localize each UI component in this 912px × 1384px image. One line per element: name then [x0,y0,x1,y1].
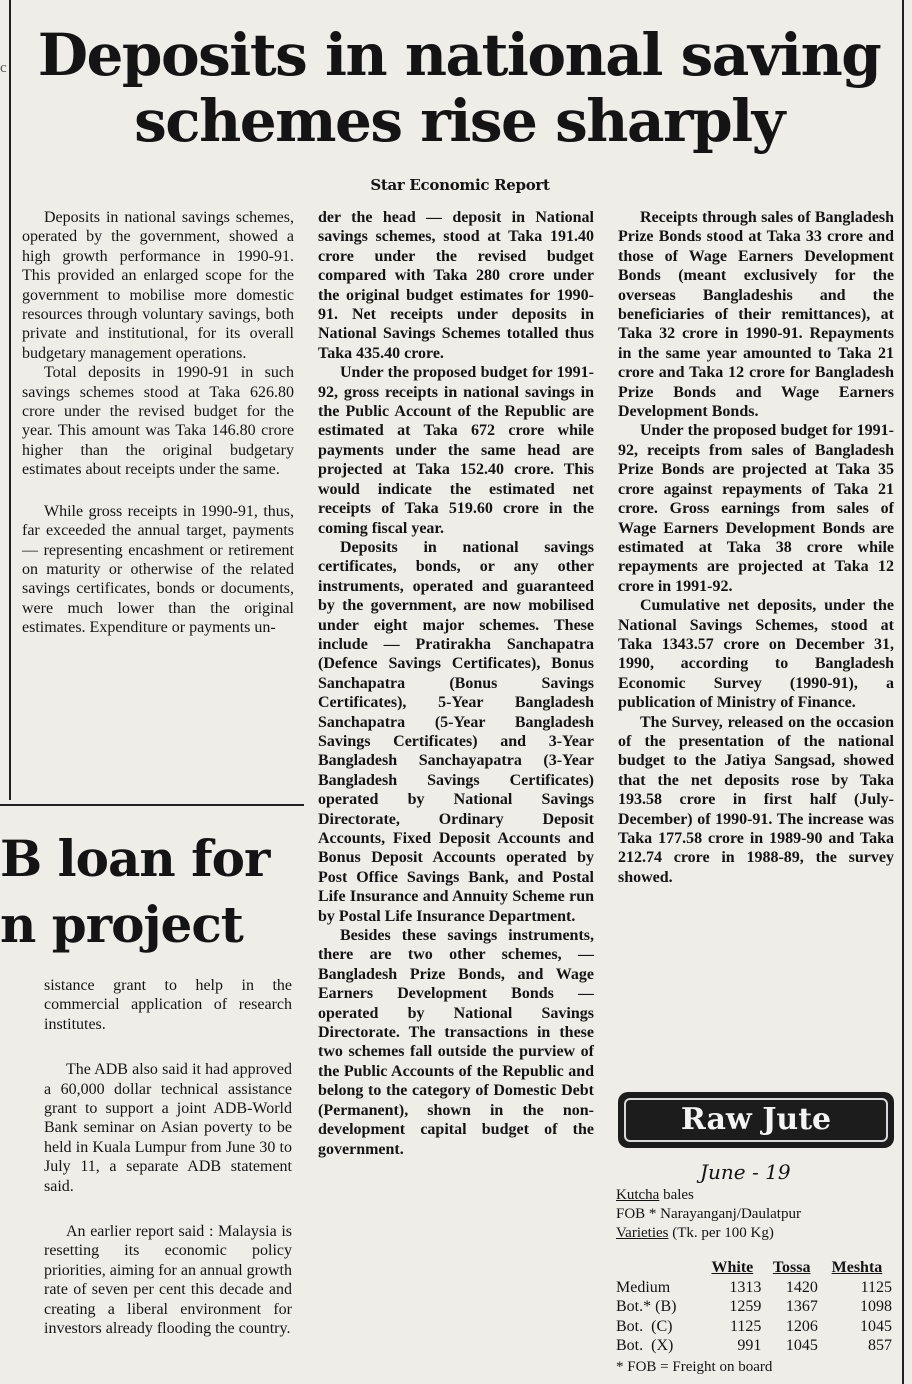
paragraph: Receipts through sales of Bangladesh Prize Bonds stood at Taka 33 crore and those of Wage Earners Development Bonds (meant exclusively for the overseas Bangladeshis and the beneficiaries of their remittances), at Taka 32 crore in 1990-91. Repayments in the same year amounted to Taka 21 crore and Taka 12 crore for Bangladesh Prize Bonds and Wage Earners Development Bonds. [618,209,894,421]
paragraph: Deposits in national savings certificates, bonds, or any other instruments, operated and guaranteed by the government, are now mobilised under eight major schemes. These include — Pratirakha Sanchapatra (Defence Savings Certificates), Bonus Sanchapatra (Bonus Savings Certificates), 5-Year Bangladesh Sanchapatra (5-Year Bangladesh Savings Certificates) and 3-Year Bangladesh Sanchayapatra (3-Year Bangladesh Savings Certificates) operated by National Savings Directorate, Ordinary Deposit Accounts, Fixed Deposit Accounts and Bonus Deposit Accounts operated by Post Office Savings Bank, and Postal Life Insurance and Annuity Scheme run by Postal Life Insurance Department. [318,538,594,925]
section-divider [0,804,304,806]
adb-headline [0,826,300,958]
table-cell: 1125 [860,1278,892,1296]
raw-jute-date: June - 19 [700,1160,791,1184]
table-cell: 991 [737,1337,762,1354]
headline-line-2: schemes rise sharply [134,87,784,155]
article-column-2 [318,208,594,1159]
paragraph: While gross receipts in 1990-91, thus, far exceeded the annual target, payments — representing encashment or retirement on maturity or otherwise of the related savings certificates, bonds or documents, were much lower than the original estimates. Expenditure or payments un- [22,502,294,637]
table-cell: 1045 [860,1317,892,1335]
table-cell: 1367 [785,1298,818,1315]
table-cell: 1313 [729,1278,762,1296]
raw-jute-line-3 [616,1224,774,1243]
table-cell: 1125 [730,1317,762,1335]
article-column-1 [22,208,294,638]
table-cell: 1206 [785,1317,818,1335]
column-header: White [711,1259,754,1276]
page-title [14,22,904,154]
paragraph: The Survey, released on the occasion of the presentation of the national budget to the Jatiya Sangsad, showed that the net deposits rose by Taka 193.58 crore in first half (July-December) of 1990-91. The increase was Taka 177.58 crore in 1989-90 and Taka 212.74 crore in 1988-89, the survey showed. [618,713,894,886]
paragraph: Under the proposed budget for 1991-92, gross receipts in national savings in the Public Account of the Republic are estimated at Taka 672 crore while payments under the same head are projected at Taka 152.40 crore. This would indicate the estimated net receipts of Taka 519.60 crore in the coming fiscal year. [318,364,594,537]
table-row [614,1278,894,1298]
paragraph: Under the proposed budget for 1991-92, receipts from sales of Bangladesh Prize Bonds are projected at Taka 35 crore against repayments of Taka 21 crore. Gross earnings from sales of Wage Earners Development Bonds are estimated at Taka 38 crore while repayments are projected at Taka 12 crore in 1991-92. [618,422,894,595]
table-header-row [614,1258,894,1278]
table-row [614,1297,894,1317]
byline: Star Economic Report [370,176,550,194]
raw-jute-line-1 [616,1186,694,1205]
paragraph: Cumulative net deposits, under the National Savings Schemes, stood at Taka 1343.57 crore on December 31, 1990, according to Bangladesh Economic Survey (1990-91), a publication of Ministry of Finance. [618,597,894,712]
table-row [614,1317,894,1337]
unit-label: (Tk. per 100 Kg) [668,1225,774,1241]
left-column-rule [9,0,11,800]
varieties-label: Varieties [616,1225,669,1241]
raw-jute-banner [618,1092,894,1148]
table-cell: 1420 [785,1278,818,1296]
row-label: Bot.* (B) [616,1298,677,1315]
row-label: Bot. (X) [616,1337,674,1354]
raw-jute-line-2: FOB * Narayanganj/Daulatpur [616,1206,801,1222]
article-column-3 [618,208,894,887]
kutcha-label: Kutcha [616,1187,660,1203]
adb-headline-line-2: n project [0,895,243,954]
table-cell: 857 [868,1337,892,1354]
table-cell: 1098 [860,1298,892,1315]
right-edge-rule [902,0,904,1384]
table-cell: 1045 [785,1337,818,1354]
paragraph: der the head — deposit in National savings schemes, stood at Taka 191.40 crore under the revised budget compared with Taka 280 crore under the original budget estimates for 1990-91. Net receipts under deposits in National Savings Schemes totalled thus Taka 435.40 crore. [318,209,594,362]
paragraph: Total deposits in 1990-91 in such savings schemes stood at Taka 626.80 crore under the revised budget for the year. This amount was Taka 146.80 crore higher than the original budgetary estimates about receipts under the same. [22,364,294,479]
left-edge-fragment: c [0,60,7,76]
table-cell: 1259 [729,1298,762,1315]
paragraph: Besides these savings instruments, there are two other schemes, — Bangladesh Prize Bonds, and Wage Earners Development Bonds — operated by National Savings Directorate. The transactions in these two schemes fall outside the purview of the Public Accounts of the Republic and belong to the category of Domestic Debt (Permanent), shown in the non-development capital budget of the government. [318,927,594,1158]
column-header: Meshta [831,1259,883,1276]
row-label: Bot. (C) [616,1317,673,1335]
row-label: Medium [616,1278,671,1296]
column-header: Tossa [772,1259,811,1276]
paragraph: The ADB also said it had approved a 60,000 dollar technical assistance grant to support a joint ADB-World Bank seminar on Asian poverty to be held in Kuala Lumpur from June 30 to July 11, a separate ADB statement said. [44,1061,292,1195]
paragraph: sistance grant to help in the commercial application of research institutes. [44,977,292,1033]
paragraph: An earlier report said : Malaysia is resetting its economic policy priorities, aiming for an annual growth rate of seven per cent this decade and creating a liberal environment for investors already flooding the country. [44,1223,292,1338]
raw-jute-title: Raw Jute [624,1098,888,1142]
headline-line-1: Deposits in national saving [37,21,881,89]
raw-jute-footnote: * FOB = Freight on board [616,1359,773,1375]
adb-headline-line-1: B loan for [0,829,270,888]
raw-jute-price-table [614,1258,894,1356]
table-row [614,1336,894,1356]
adb-article-body [44,976,292,1384]
bales-label: bales [659,1187,694,1203]
paragraph: Deposits in national savings schemes, operated by the government, showed a high growth performance in 1990-91. This provided an enlarged scope for the government to mobilise more domestic resources through voluntary savings, both private and institutional, for its overall budgetary management operations. [22,209,294,362]
